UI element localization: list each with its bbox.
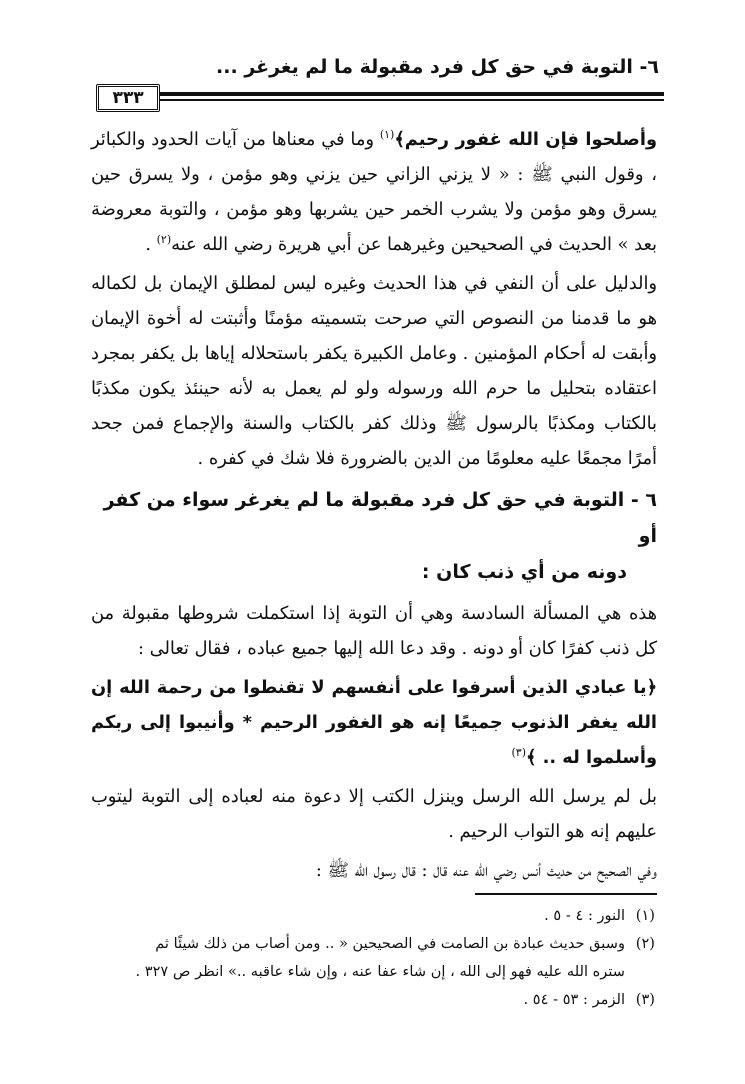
footnote-separator <box>475 893 657 895</box>
footnote-text-continued: ستره الله عليه فهو إلى الله ، إن شاء عفا عنه ، وإن شاء عاقبه ..» انظر ص ٣٢٧ . <box>135 963 625 980</box>
running-header-title: ٦- التوبة في حق كل فرد مقبولة ما لم يغرغر ... <box>216 56 659 78</box>
section-title-line2: دونه من أي ذنب كان : <box>421 561 627 583</box>
paragraph-1: وأصلحوا فإن الله غفور رحيم﴾$^{(١)}$ وما في معناها من آيات الحدود والكبائر ، وقول النبي ﷺ : « لا يزني الزاني حين يزني وهو مؤمن ، ولا يسرق حين يسرق وهو مؤمن ولا يشرب الخمر حين يشربها وهو مؤمن ، والتوبة معروضة بعد » الحديث في الصحيحين وغيرهما عن أبي هريرة رضي الله عنه$^{(٢)}$ . <box>91 128 657 255</box>
footnote-number: (٢) <box>635 935 655 952</box>
section-title-line1: التوبة في حق كل فرد مقبولة ما لم يغرغر سواء من كفر أو <box>103 489 657 547</box>
footnote-text: النور : ٤ - ٥ . <box>544 907 625 924</box>
paragraph-2: والدليل على أن النفي في هذا الحديث وغيره ليس لمطلق الإيمان بل لكماله هو ما قدمنا من النصوص التي صرحت بتسميته مؤمنًا وأثبتت له أخوة الإيمان وأبقت له أحكام المؤمنين . وعامل الكبيرة يكفر باستحلاله إياها بل يكفر بمجرد اعتقاده بتحليل ما حرم الله ورسوله ولو لم يعمل به لأنه حينئذ يكون مكذبًا بالكتاب ومكذبًا بالرسول ﷺ وذلك كفر بالكتاب والسنة والإجماع فمن جحد أمرًا مجمعًا عليه معلومًا من الدين بالضرورة فلا شك في كفره . <box>91 273 657 469</box>
header-rule-thin <box>160 99 664 101</box>
page-number: ٣٣٣ <box>96 84 160 112</box>
page-body <box>91 122 657 892</box>
footnote-3 <box>89 986 655 1014</box>
quran-quote: ﴿يا عبادي الذين أسرفوا على أنفسهم لا تقنطوا من رحمة الله إن الله يغفر الذنوب جميعًا إنه هو الغفور الرحيم * وأنيبوا إلى ربكم وأسلموا له .. ﴾ <box>91 677 657 768</box>
footnote-2 <box>89 930 655 986</box>
paragraph-6: وفي الصحيح من حديث أنس رضي الله عنه قال : قال رسول الله ﷺ : <box>315 860 657 881</box>
footnote-number: (٣) <box>635 991 655 1008</box>
footnote-ref-1[interactable]: (١) <box>379 128 395 142</box>
footnote-text: الزمر : ٥٣ - ٥٤ . <box>523 991 625 1008</box>
paragraph-5: بل لم يرسل الله الرسل وينزل الكتب إلا دعوة منه لعباده إلى التوبة ليتوب عليهم إنه هو التواب الرحيم . <box>91 786 657 842</box>
paragraph-3: هذه هي المسألة السادسة وهي أن التوبة إذا استكملت شروطها مقبولة من كل ذنب كفرًا كان أو دونه . وقد دعا الله إليها جميع عباده ، فقال تعالى : <box>91 603 657 659</box>
footnote-number: (١) <box>635 907 655 924</box>
footnote-1 <box>89 902 655 930</box>
footnote-text: وسبق حديث عبادة بن الصامت في الصحيحين « .. ومن أصاب من ذلك شيئًا ثم <box>155 935 625 952</box>
section-heading <box>91 482 657 590</box>
header-rule-thick <box>160 92 664 96</box>
quran-verse-end: وأصلحوا فإن الله غفور رحيم﴾ <box>394 129 657 150</box>
paragraph-4 <box>91 670 657 775</box>
footnote-ref-3[interactable]: (٣) <box>511 746 526 760</box>
footnote-ref-2[interactable]: (٢) <box>156 233 172 247</box>
footnotes <box>89 902 655 1014</box>
paragraph-1-text: وما في معناها من آيات الحدود والكبائر ، وقول النبي ﷺ : « لا يزني الزاني حين يزني وهو مؤمن ، ولا يسرق حين يسرق وهو مؤمن ولا يشرب الخمر حين يشربها وهو مؤمن ، والتوبة معروضة بعد » الحديث في الصحيحين وغيرهما عن أبي هريرة رضي الله عنه <box>91 129 657 255</box>
section-number: ٦ - <box>630 489 657 511</box>
